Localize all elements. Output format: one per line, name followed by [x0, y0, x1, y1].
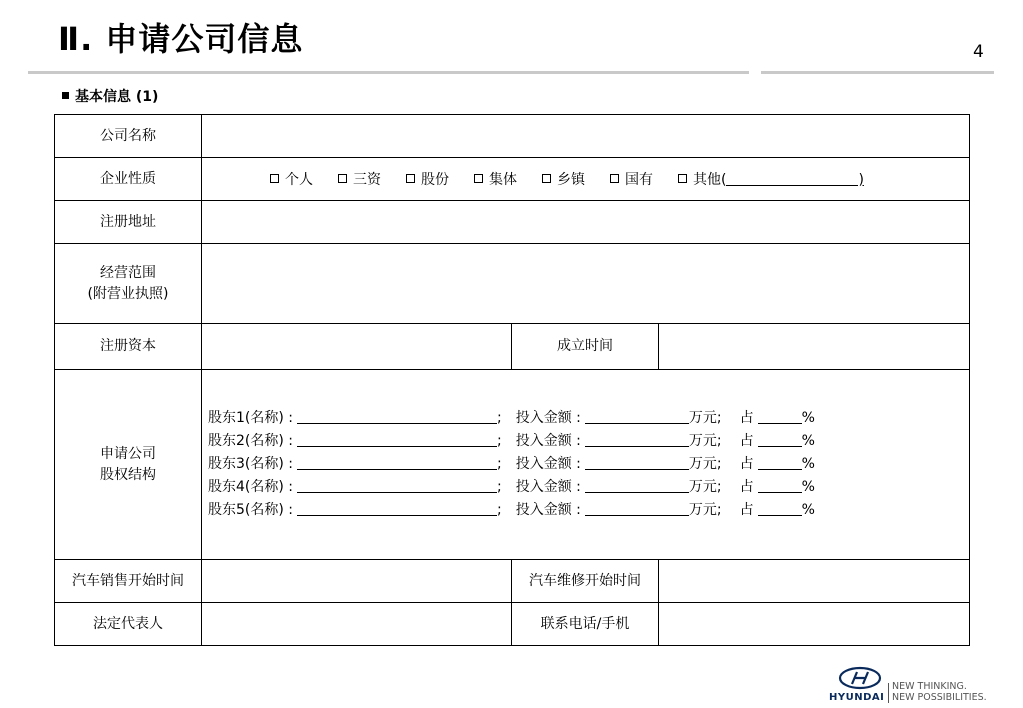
- shareholder-row: [208, 499, 969, 522]
- title-rule-left: [28, 71, 749, 74]
- sales-start-label: 汽车销售开始时间: [55, 560, 202, 603]
- enterprise-option-label: 股份: [421, 172, 449, 188]
- checkbox-icon[interactable]: [610, 174, 619, 183]
- share-label: 占: [739, 479, 754, 495]
- shareholder-sep: ;: [497, 410, 502, 426]
- registered-capital-label: 注册资本: [55, 324, 202, 370]
- enterprise-option-5[interactable]: [542, 169, 585, 189]
- enterprise-option-1[interactable]: [270, 169, 313, 189]
- square-bullet-icon: [62, 92, 69, 99]
- checkbox-icon[interactable]: [406, 174, 415, 183]
- percent-sign: %: [801, 502, 815, 518]
- enterprise-option-label: 个人: [285, 172, 313, 188]
- shareholder-name-label: 股东5(名称) :: [208, 502, 293, 518]
- shareholder-sep: ;: [497, 433, 502, 449]
- shareholder-name-label: 股东4(名称) :: [208, 479, 293, 495]
- enterprise-option-other[interactable]: [678, 169, 864, 189]
- registered-capital-field[interactable]: [202, 324, 512, 370]
- tagline-line2: NEW POSSIBILITIES.: [892, 692, 987, 703]
- share-label: 占: [739, 410, 754, 426]
- page-number: 4: [973, 42, 984, 62]
- business-scope-label: [55, 244, 202, 324]
- amount-label: 投入金额 :: [515, 433, 581, 449]
- contact-phone-field[interactable]: [659, 603, 970, 646]
- repair-start-label: 汽车维修开始时间: [512, 560, 659, 603]
- amount-unit: 万元;: [688, 456, 722, 472]
- enterprise-option-3[interactable]: [406, 169, 449, 189]
- section-heading: [62, 86, 158, 106]
- shareholder-name-input[interactable]: [297, 500, 497, 516]
- percent-sign: %: [801, 456, 815, 472]
- shareholder-name-input[interactable]: [297, 454, 497, 470]
- amount-label: 投入金额 :: [515, 479, 581, 495]
- shareholder-name-input[interactable]: [297, 431, 497, 447]
- shareholder-name-label: 股东1(名称) :: [208, 410, 293, 426]
- business-scope-label-line2: (附营业执照): [87, 285, 169, 302]
- share-input[interactable]: [758, 454, 802, 470]
- shareholder-sep: ;: [497, 479, 502, 495]
- shareholder-name-input[interactable]: [297, 408, 497, 424]
- share-input[interactable]: [758, 408, 802, 424]
- amount-input[interactable]: [585, 408, 689, 424]
- shareholder-sep: ;: [497, 502, 502, 518]
- company-info-form: [54, 114, 970, 646]
- enterprise-option-label: 乡镇: [557, 172, 585, 188]
- amount-unit: 万元;: [688, 479, 722, 495]
- established-date-field[interactable]: [659, 324, 970, 370]
- checkbox-icon[interactable]: [270, 174, 279, 183]
- shareholder-row: [208, 476, 969, 499]
- contact-phone-label: 联系电话/手机: [512, 603, 659, 646]
- business-scope-field[interactable]: [202, 244, 970, 324]
- percent-sign: %: [801, 433, 815, 449]
- amount-unit: 万元;: [688, 502, 722, 518]
- shareholder-sep: ;: [497, 456, 502, 472]
- sales-start-field[interactable]: [202, 560, 512, 603]
- amount-unit: 万元;: [688, 410, 722, 426]
- shareholder-row: [208, 453, 969, 476]
- share-label: 占: [739, 456, 754, 472]
- checkbox-icon[interactable]: [678, 174, 687, 183]
- percent-sign: %: [801, 479, 815, 495]
- enterprise-other-suffix: ): [858, 172, 864, 188]
- shareholder-name-label: 股东3(名称) :: [208, 456, 293, 472]
- share-label: 占: [739, 502, 754, 518]
- brand-tagline: [892, 681, 987, 703]
- enterprise-option-4[interactable]: [474, 169, 517, 189]
- repair-start-field[interactable]: [659, 560, 970, 603]
- enterprise-option-2[interactable]: [338, 169, 381, 189]
- ownership-structure-field: [202, 370, 970, 560]
- brand-name: HYUNDAI: [829, 692, 885, 703]
- ownership-structure-label: [55, 370, 202, 560]
- enterprise-option-label: 三资: [353, 172, 381, 188]
- hyundai-emblem-icon: [838, 666, 882, 690]
- amount-label: 投入金额 :: [515, 456, 581, 472]
- share-label: 占: [739, 433, 754, 449]
- amount-input[interactable]: [585, 454, 689, 470]
- enterprise-option-label: 国有: [625, 172, 653, 188]
- share-input[interactable]: [758, 431, 802, 447]
- percent-sign: %: [801, 410, 815, 426]
- shareholder-name-label: 股东2(名称) :: [208, 433, 293, 449]
- checkbox-icon[interactable]: [474, 174, 483, 183]
- hyundai-logo: [829, 665, 999, 705]
- ownership-label-line2: 股权结构: [100, 466, 156, 483]
- page-title: Ⅱ. 申请公司信息: [58, 20, 304, 58]
- tagline-line1: NEW THINKING.: [892, 681, 967, 692]
- ownership-label-line1: 申请公司: [100, 445, 156, 462]
- amount-input[interactable]: [585, 477, 689, 493]
- share-input[interactable]: [758, 477, 802, 493]
- shareholder-row: [208, 407, 969, 430]
- business-scope-label-line1: 经营范围: [100, 264, 156, 281]
- amount-unit: 万元;: [688, 433, 722, 449]
- shareholder-row: [208, 430, 969, 453]
- enterprise-option-6[interactable]: [610, 169, 653, 189]
- title-rule-right: [761, 71, 994, 74]
- amount-label: 投入金额 :: [515, 410, 581, 426]
- enterprise-other-prefix: 其他(: [693, 172, 727, 188]
- established-date-label: 成立时间: [512, 324, 659, 370]
- legal-representative-field[interactable]: [202, 603, 512, 646]
- enterprise-type-label: 企业性质: [55, 158, 202, 201]
- share-input[interactable]: [758, 500, 802, 516]
- logo-divider: [888, 683, 889, 703]
- checkbox-icon[interactable]: [542, 174, 551, 183]
- amount-input[interactable]: [585, 500, 689, 516]
- registered-address-label: 注册地址: [55, 201, 202, 244]
- amount-input[interactable]: [585, 431, 689, 447]
- enterprise-option-label: 集体: [489, 172, 517, 188]
- amount-label: 投入金额 :: [515, 502, 581, 518]
- shareholder-name-input[interactable]: [297, 477, 497, 493]
- registered-address-field[interactable]: [202, 201, 970, 244]
- section-label: 基本信息 (1): [75, 89, 159, 105]
- enterprise-type-options: [202, 158, 970, 201]
- company-name-field[interactable]: [202, 115, 970, 158]
- legal-representative-label: 法定代表人: [55, 603, 202, 646]
- company-name-label: 公司名称: [55, 115, 202, 158]
- checkbox-icon[interactable]: [338, 174, 347, 183]
- enterprise-other-input[interactable]: [726, 170, 858, 186]
